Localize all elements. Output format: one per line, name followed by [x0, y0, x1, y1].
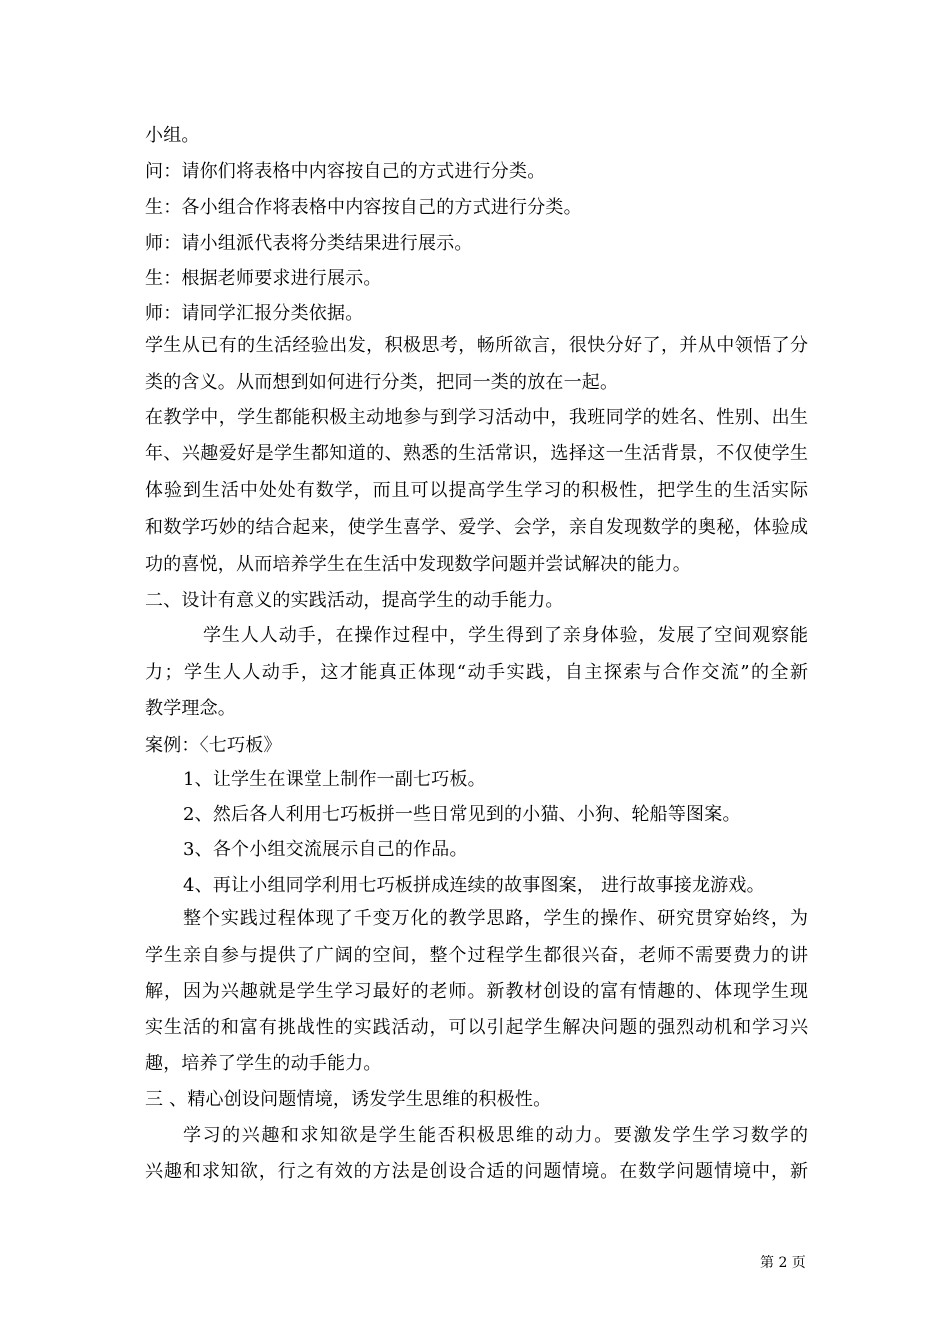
- text-line: 师：请小组派代表将分类结果进行展示。: [145, 233, 473, 254]
- text-line: 师：请同学汇报分类依据。: [145, 303, 364, 324]
- text-line: 兴趣和求知欲，行之有效的方法是创设合适的问题情境。在数学问题情境中，新: [145, 1161, 808, 1182]
- text-line: 力；学生人人动手，这才能真正体现“动手实践，自主探索与合作交流”的全新: [145, 662, 808, 683]
- text-line: 生：根据老师要求进行展示。: [145, 268, 382, 289]
- section-heading: 二、设计有意义的实践活动，提高学生的动手能力。: [145, 590, 564, 611]
- list-item: 2、然后各人利用七巧板拼一些日常见到的小猫、小狗、轮船等图案。: [183, 804, 741, 825]
- list-item: 4、再让小组同学利用七巧板拼成连续的故事图案， 进行故事接龙游戏。: [183, 875, 765, 896]
- text-line: 年、兴趣爱好是学生都知道的、熟悉的生活常识，选择这一生活背景，不仅使学生: [145, 443, 808, 464]
- text-line: 功的喜悦，从而培养学生在生活中发现数学问题并尝试解决的能力。: [145, 554, 691, 575]
- text-line: 和数学巧妙的结合起来，使学生喜学、爱学、会学，亲自发现数学的奥秘，体验成: [145, 517, 808, 538]
- list-item: 3、各个小组交流展示自己的作品。: [183, 839, 468, 860]
- text-line: 教学理念。: [145, 698, 236, 719]
- text-line: 生：各小组合作将表格中内容按自己的方式进行分类。: [145, 197, 582, 218]
- text-line: 问：请你们将表格中内容按自己的方式进行分类。: [145, 161, 546, 182]
- text-line: 学生从已有的生活经验出发，积极思考，畅所欲言，很快分好了，并从中领悟了分: [145, 335, 808, 356]
- text-line: 学习的兴趣和求知欲是学生能否积极思维的动力。要激发学生学习数学的: [183, 1125, 808, 1146]
- text-line: 趣，培养了学生的动手能力。: [145, 1053, 382, 1074]
- case-title: 案例：〈七巧板》: [145, 735, 282, 756]
- text-line: 在教学中，学生都能积极主动地参与到学习活动中，我班同学的姓名、性别、出生: [145, 407, 808, 428]
- text-line: 实生活的和富有挑战性的实践活动，可以引起学生解决问题的强烈动机和学习兴: [145, 1017, 808, 1038]
- section-heading: 三 、精心创设问题情境，诱发学生思维的积极性。: [145, 1089, 552, 1110]
- text-line: 学生人人动手，在操作过程中，学生得到了亲身体验，发展了空间观察能: [203, 625, 808, 646]
- text-line: 类的含义。从而想到如何进行分类，把同一类的放在一起。: [145, 372, 619, 393]
- text-line: 体验到生活中处处有数学，而且可以提高学生学习的积极性，把学生的生活实际: [145, 480, 808, 501]
- text-line: 学生亲自参与提供了广阔的空间，整个过程学生都很兴奋，老师不需要费力的讲: [145, 945, 808, 966]
- text-line: 小组。: [145, 125, 200, 146]
- text-line: 整个实践过程体现了千变万化的教学思路，学生的操作、研究贯穿始终，为: [183, 908, 808, 929]
- list-item: 1、让学生在课堂上制作一副七巧板。: [183, 769, 486, 790]
- text-line: 解，因为兴趣就是学生学习最好的老师。新教材创设的富有情趣的、体现学生现: [145, 981, 808, 1002]
- page-number: 第 2 页: [760, 1255, 806, 1271]
